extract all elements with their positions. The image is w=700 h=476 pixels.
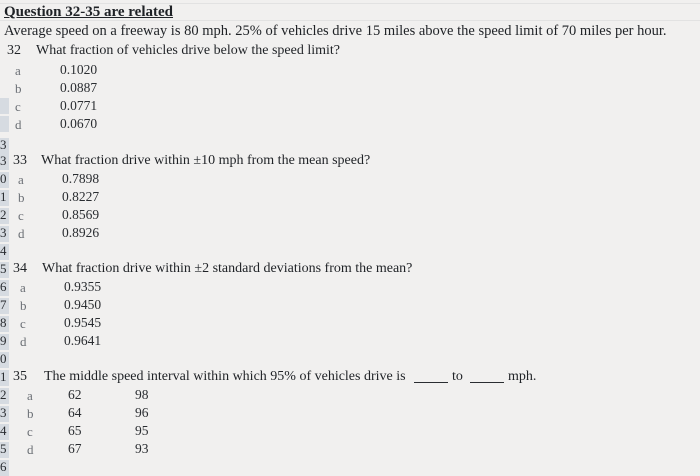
- option-letter: a: [18, 172, 24, 187]
- option-letter: a: [20, 280, 26, 295]
- row-header: [0, 116, 9, 132]
- row-number: 5: [0, 441, 7, 456]
- option-letter: b: [15, 81, 22, 96]
- option-letter: b: [20, 298, 27, 313]
- row-number: 2: [0, 207, 7, 222]
- option-high: 96: [135, 405, 149, 420]
- section-title: Question 32-35 are related: [4, 4, 174, 20]
- question-text: What fraction of vehicles drive below the speed limit?: [36, 43, 341, 58]
- row-number: 3: [0, 405, 7, 420]
- option-high: 93: [135, 441, 149, 456]
- row-number: 3: [0, 137, 7, 152]
- row-number: 1: [0, 189, 7, 204]
- answer-blank-high[interactable]: [470, 370, 504, 388]
- answer-blank-low[interactable]: [414, 370, 448, 388]
- question-number: 35: [13, 369, 27, 384]
- option-letter: a: [27, 388, 33, 403]
- option-letter: c: [27, 424, 33, 439]
- option-value: 0.9450: [64, 297, 102, 312]
- interval-unit: mph.: [508, 369, 537, 384]
- question-text: What fraction drive within ±2 standard deviations from the mean?: [42, 261, 413, 276]
- option-high: 95: [135, 423, 149, 438]
- option-low: 65: [68, 423, 82, 438]
- row-number: 3: [0, 225, 7, 240]
- question-number: 33: [13, 153, 27, 168]
- question-number: 34: [13, 261, 27, 276]
- option-letter: c: [20, 316, 26, 331]
- option-letter: d: [27, 442, 34, 457]
- row-number: 9: [0, 333, 7, 348]
- question-text: What fraction drive within ±10 mph from the mean speed?: [41, 153, 371, 168]
- intro-text: Average speed on a freeway is 80 mph. 25% of vehicles drive 15 miles above the speed limit of 70 miles per hour.: [4, 23, 667, 39]
- option-letter: d: [20, 334, 27, 349]
- question-number: 32: [7, 43, 21, 58]
- row-number: 1: [0, 369, 7, 384]
- option-value: 0.0771: [60, 98, 98, 113]
- row-number: 6: [0, 459, 7, 474]
- row-number: 5: [0, 261, 7, 276]
- option-letter: b: [27, 406, 34, 421]
- option-letter: d: [18, 226, 25, 241]
- row-number: 2: [0, 387, 7, 402]
- option-value: 0.8926: [62, 225, 100, 240]
- option-value: 0.1020: [60, 62, 98, 77]
- row-number: 4: [0, 243, 7, 258]
- row-header: [0, 98, 9, 114]
- option-value: 0.7898: [62, 171, 100, 186]
- option-value: 0.0670: [60, 116, 98, 131]
- interval-to-label: to: [452, 369, 463, 384]
- option-value: 0.9355: [64, 279, 102, 294]
- row-number: 3: [0, 153, 7, 168]
- option-value: 0.9641: [64, 333, 102, 348]
- option-letter: a: [15, 63, 21, 78]
- option-low: 67: [68, 441, 82, 456]
- option-value: 0.8569: [62, 207, 100, 222]
- option-letter: c: [18, 208, 24, 223]
- option-letter: c: [15, 99, 21, 114]
- option-letter: d: [15, 117, 22, 132]
- option-high: 98: [135, 387, 149, 402]
- row-number: 4: [0, 423, 7, 438]
- option-low: 62: [68, 387, 82, 402]
- question-text: The middle speed interval within which 95% of vehicles drive is: [44, 369, 406, 384]
- row-number: 0: [0, 351, 7, 366]
- option-value: 0.8227: [62, 189, 100, 204]
- row-number: 6: [0, 279, 7, 294]
- row-number: 7: [0, 297, 7, 312]
- option-value: 0.9545: [64, 315, 102, 330]
- row-number: 8: [0, 315, 7, 330]
- option-value: 0.0887: [60, 80, 98, 95]
- option-low: 64: [68, 405, 82, 420]
- option-letter: b: [18, 190, 25, 205]
- row-number: 0: [0, 171, 7, 186]
